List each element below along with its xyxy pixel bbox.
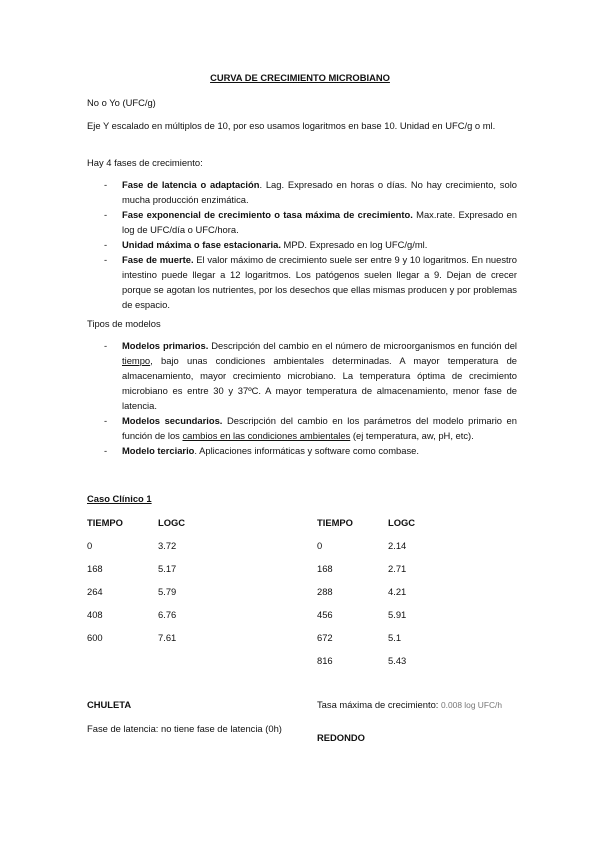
table-cell: 3.72 (158, 540, 177, 551)
table-cell: 6.76 (158, 609, 177, 620)
phases-intro: Hay 4 fases de crecimiento: (87, 157, 203, 168)
table-cell: 2.71 (388, 563, 407, 574)
model-text: . Aplicaciones informáticas y software como combase. (194, 445, 419, 456)
rate-value: 0.008 log UFC/h (441, 700, 503, 710)
list-item: - Unidad máxima o fase estacionaria. MPD. Expresado en log UFC/g/ml. (104, 239, 428, 250)
list-item: - Modelos secundarios. Descripción del cambio en los parámetros del modelo primario en función de los cambios en las condiciones ambientales (ej temperatura, aw, pH, etc). (104, 415, 517, 441)
axis-note: Eje Y escalado en múltiplos de 10, por eso usamos logaritmos en base 10. Unidad en UFC/g o ml. (87, 120, 496, 131)
list-item: - Fase de muerte. El valor máximo de crecimiento suele ser entre 9 y 10 logaritmos. En nuestro intestino puede llegar a 12 logaritmos. Los patógenos suelen llegar a 9. Dejan de crecer porque se agotan los nutrientes, por los desechos que ellas mismas producen y por problemas de espacio. (104, 254, 517, 310)
table-cell: 816 (317, 655, 333, 666)
model-term: Modelos secundarios. (122, 415, 223, 426)
table-cell: 5.79 (158, 586, 177, 597)
list-item: - Modelo terciario. Aplicaciones informáticas y software como combase. (104, 445, 419, 456)
units-line: No o Yo (UFC/g) (87, 97, 156, 108)
table-cell: 288 (317, 586, 333, 597)
model-text: Descripción del cambio en los parámetros del modelo primario en función de los (122, 415, 517, 441)
table-cell: 264 (87, 586, 103, 597)
phase-text: . Lag. Expresado en horas o días. No hay crecimiento, solo mucha producción enzimática. (122, 179, 517, 205)
rate-label: Tasa máxima de crecimiento: (317, 699, 439, 710)
model-term: Modelo terciario (122, 445, 195, 456)
chuleta-text: Fase de latencia: no tiene fase de latencia (0h) (87, 723, 282, 734)
table-cell: 0 (317, 540, 323, 551)
chuleta-heading: CHULETA (87, 699, 132, 710)
table-cell: 5.1 (388, 632, 402, 643)
table-cell: 408 (87, 609, 103, 620)
table-cell: 5.91 (388, 609, 407, 620)
table-cell: 4.21 (388, 586, 407, 597)
phase-term: Fase de muerte. (122, 254, 194, 265)
phase-text: El valor máximo de crecimiento suele ser entre 9 y 10 logaritmos. En nuestro intestino puede llegar a 12 logaritmos. Los patógenos suelen llegar a 9. Dejan de crecer porque se agotan los nutrientes, por los desechos que ellas mismas producen y por problemas de espacio. (122, 254, 517, 310)
table-cell: 0 (87, 540, 93, 551)
phase-text: Max.rate. Expresado en log de UFC/día o UFC/hora. (122, 209, 517, 235)
table-cell: 2.14 (388, 540, 407, 551)
phase-term: Unidad máxima o fase estacionaria. (122, 239, 281, 250)
col-log-header: LOGC (158, 517, 186, 528)
phases-list (87, 177, 517, 312)
model-text: (ej temperatura, aw, pH, etc). (350, 430, 474, 441)
list-item: - Modelos primarios. Descripción del cambio en el número de microorganismos en función del tiempo, bajo unas condiciones ambientales determinadas. A mayor temperatura de almacenamiento, mayor crecimiento microbiano. La temperatura óptima de crecimiento microbiano es entre 30 y 37ºC. A mayor temperatura de almacenamiento, menor fase de latencia. (104, 340, 517, 411)
table-cell: 168 (87, 563, 103, 574)
list-item: - Fase de latencia o adaptación. Lag. Expresado en horas o días. No hay crecimiento, solo mucha producción enzimática. (104, 179, 517, 205)
table-cell: 5.43 (388, 655, 407, 666)
table-cell: 168 (317, 563, 333, 574)
model-underline: tiempo (122, 355, 151, 366)
model-term: Modelos primarios. (122, 340, 209, 351)
table-cell: 672 (317, 632, 333, 643)
redondo-heading: REDONDO (317, 732, 365, 743)
model-underline: cambios en las condiciones ambientales (182, 430, 351, 441)
rate-line (317, 699, 517, 711)
list-item: - Fase exponencial de crecimiento o tasa máxima de crecimiento. Max.rate. Expresado en log de UFC/día o UFC/hora. (104, 209, 517, 235)
model-text: , bajo unas condiciones ambientales determinadas. A mayor temperatura de almacenamiento, mayor crecimiento microbiano. La temperatura óptima de crecimiento microbiano es entre 30 y 37ºC. A mayor temperatura de almacenamiento, menor fase de latencia. (122, 355, 517, 411)
table-cell: 5.17 (158, 563, 177, 574)
page-title: CURVA DE CRECIMIENTO MICROBIANO (210, 72, 390, 83)
model-text: Descripción del cambio en el número de microorganismos en función del (208, 340, 517, 351)
models-list (87, 338, 517, 458)
table-cell: 456 (317, 609, 333, 620)
col-time-header: TIEMPO (87, 517, 123, 528)
phase-term: Fase exponencial de crecimiento o tasa máxima de crecimiento. (122, 209, 413, 220)
phase-text: MPD. Expresado en log UFC/g/ml. (280, 239, 428, 250)
table-cell: 600 (87, 632, 103, 643)
models-heading: Tipos de modelos (87, 318, 161, 329)
table-cell: 7.61 (158, 632, 177, 643)
col-log-header: LOGC (388, 517, 416, 528)
phase-term: Fase de latencia o adaptación (122, 179, 260, 190)
case-title: Caso Clínico 1 (87, 493, 152, 504)
col-time-header: TIEMPO (317, 517, 353, 528)
